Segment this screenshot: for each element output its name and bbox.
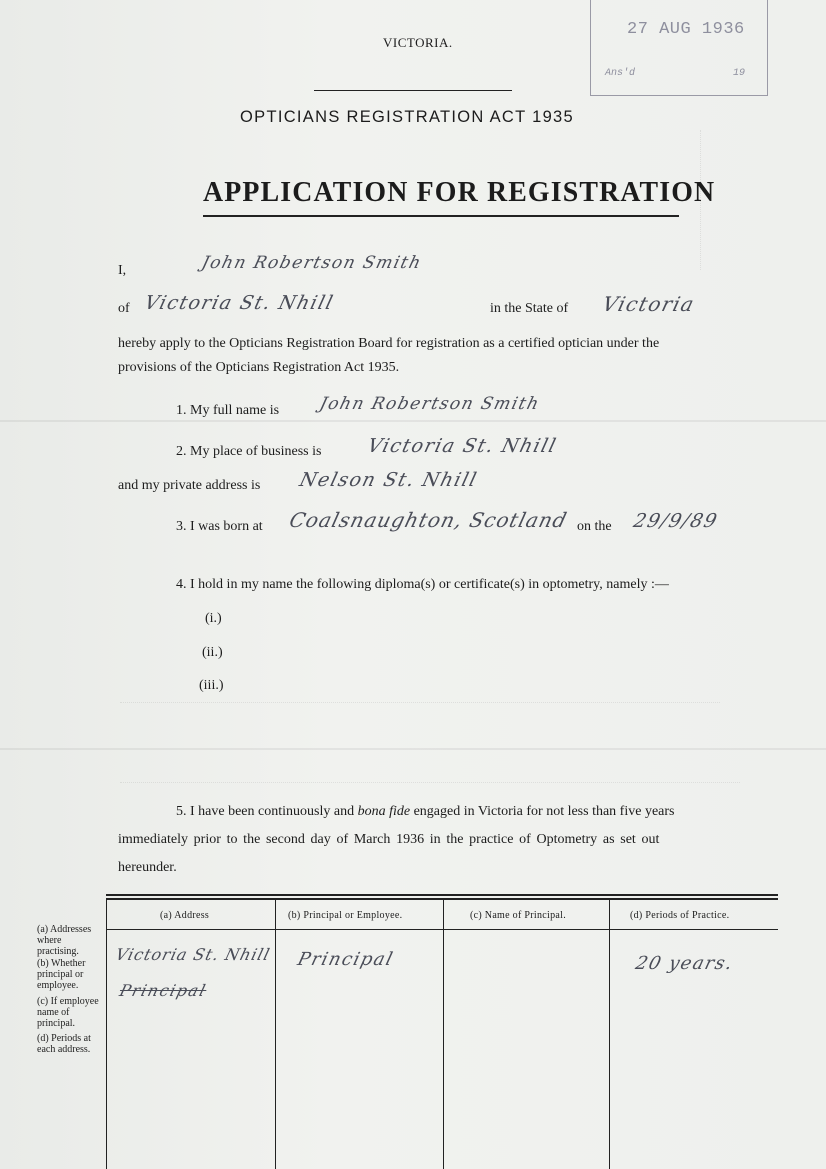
full-name-field[interactable]: John Robertson Smith bbox=[317, 394, 543, 414]
table-cell-address-struck: Principal bbox=[117, 981, 209, 1000]
state-field[interactable]: Victoria bbox=[600, 292, 698, 316]
show-through-line bbox=[120, 770, 740, 783]
full-name-label: 1. My full name is bbox=[176, 403, 280, 418]
item5-text-a: 5. I have been continuously and bbox=[176, 804, 355, 819]
birthplace-field[interactable]: Coalsnaughton, Scotland bbox=[287, 508, 570, 532]
margin-note-d: (d) Periods at each address. bbox=[37, 1033, 91, 1055]
of-label: of bbox=[118, 301, 130, 316]
header-rule bbox=[314, 90, 512, 91]
intro-line-2: provisions of the Opticians Registration Act 1935. bbox=[118, 360, 400, 375]
table-top-rule-2 bbox=[106, 898, 778, 900]
born-at-label: 3. I was born at bbox=[176, 519, 263, 534]
private-address-label: and my private address is bbox=[118, 478, 261, 493]
act-heading: OPTICIANS REGISTRATION ACT 1935 bbox=[240, 108, 575, 126]
stamp-date: 27 AUG 1936 bbox=[627, 20, 745, 39]
fold-line bbox=[0, 420, 826, 422]
private-address-field[interactable]: Nelson St. Nhill bbox=[297, 469, 480, 491]
intro-line-1: hereby apply to the Opticians Registration Board for registration as a certified optician under the bbox=[118, 336, 660, 351]
table-col-divider bbox=[106, 898, 107, 1169]
item5-bona-fide: bona fide bbox=[357, 804, 411, 819]
on-the-label: on the bbox=[577, 519, 612, 534]
state-heading: VICTORIA. bbox=[383, 35, 453, 50]
received-stamp bbox=[590, 0, 768, 96]
address-field[interactable]: Victoria St. Nhill bbox=[142, 292, 337, 314]
margin-note-c: (c) If employee name of principal. bbox=[37, 996, 99, 1029]
table-top-rule bbox=[106, 894, 778, 896]
margin-note-a: (a) Addresses where practising. bbox=[37, 924, 92, 957]
diploma-ii-label: (ii.) bbox=[202, 645, 223, 660]
table-col-divider bbox=[609, 898, 610, 1169]
item5-line-1 bbox=[176, 804, 675, 820]
table-header-name-of-principal: (c) Name of Principal. bbox=[470, 910, 567, 921]
stamp-answered-label: Ans'd bbox=[605, 68, 636, 79]
table-header-periods: (d) Periods of Practice. bbox=[630, 910, 730, 921]
item5-line-2: immediately prior to the second day of March 1936 in the practice of Optometry as set out bbox=[118, 832, 660, 847]
i-label: I, bbox=[118, 263, 127, 278]
fold-line bbox=[0, 748, 826, 750]
table-cell-principal[interactable]: Principal bbox=[295, 949, 397, 970]
applicant-name-field[interactable]: John Robertson Smith bbox=[199, 253, 425, 273]
margin-note-b: (b) Whether principal or employee. bbox=[37, 958, 86, 991]
stamp-year-suffix: 19 bbox=[733, 68, 746, 79]
table-header-principal-employee: (b) Principal or Employee. bbox=[288, 910, 403, 921]
birth-date-field[interactable]: 29/9/89 bbox=[631, 510, 721, 532]
page-title: APPLICATION FOR REGISTRATION bbox=[203, 176, 716, 208]
business-field[interactable]: Victoria St. Nhill bbox=[365, 435, 560, 457]
table-cell-address[interactable]: Victoria St. Nhill bbox=[113, 945, 273, 964]
table-header-rule bbox=[106, 929, 778, 930]
business-label: 2. My place of business is bbox=[176, 444, 322, 459]
table-cell-periods[interactable]: 20 years. bbox=[633, 953, 736, 974]
state-label: in the State of bbox=[490, 301, 569, 316]
item5-text-b: engaged in Victoria for not less than five years bbox=[413, 804, 675, 819]
table-col-divider bbox=[275, 898, 276, 1169]
table-col-divider bbox=[443, 898, 444, 1169]
title-rule bbox=[203, 215, 679, 217]
diploma-i-label: (i.) bbox=[205, 611, 222, 626]
diploma-label: 4. I hold in my name the following diploma(s) or certificate(s) in optometry, namely :— bbox=[176, 577, 669, 592]
table-header-address: (a) Address bbox=[160, 910, 210, 921]
diploma-iii-label: (iii.) bbox=[199, 678, 224, 693]
item5-line-3: hereunder. bbox=[118, 860, 177, 875]
